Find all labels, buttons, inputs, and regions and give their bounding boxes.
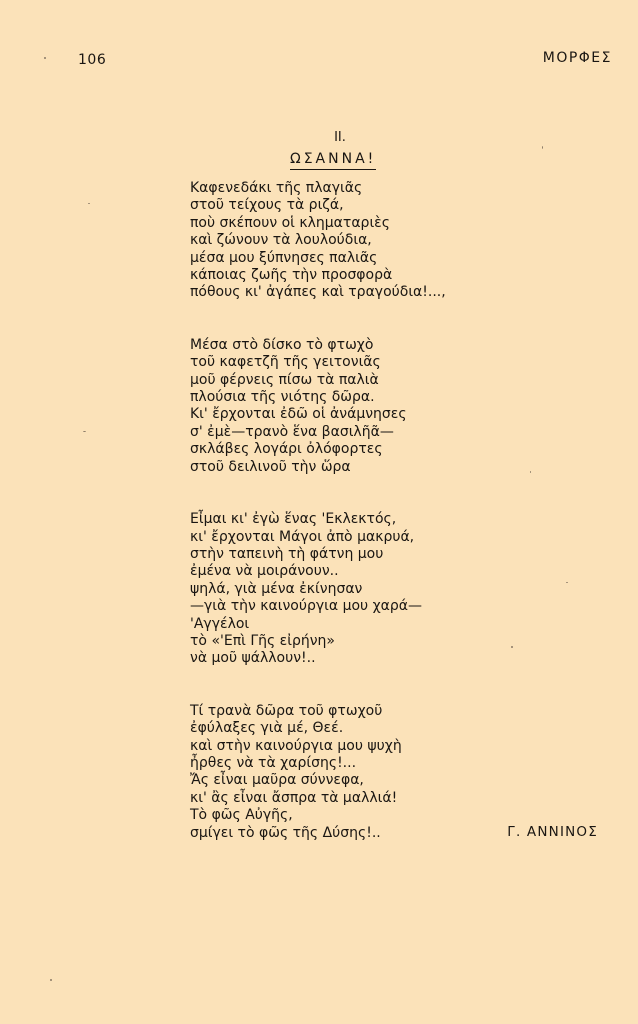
verse-line: τὸ «'Επὶ Γῆς εἰρήνη» bbox=[190, 632, 335, 649]
paper-speck bbox=[530, 471, 531, 473]
verse-line: μέσα μου ξύπνησες παλιᾶς bbox=[190, 249, 378, 266]
verse-line: ἐφύλαξες γιὰ μέ, Θεέ. bbox=[190, 720, 344, 737]
verse-line: Ἄς εἶναι μαῦρα σύννεφα, bbox=[190, 772, 364, 789]
verse-line: Τί τρανὰ δῶρα τοῦ φτωχοῦ bbox=[190, 702, 383, 719]
verse-line: 'Αγγέλοι bbox=[190, 615, 250, 632]
stanza-3 bbox=[190, 511, 610, 668]
verse-line: κάποιας ζωῆς τὴν προσφορὰ bbox=[190, 267, 393, 284]
verse-line: μοῦ φέρνεις πίσω τὰ παλιὰ bbox=[190, 371, 379, 388]
verse-line: σκλάβες λογάρι ὀλόφορτες bbox=[190, 441, 383, 458]
verse-line: πλούσια τῆς νιότης δῶρα. bbox=[190, 389, 375, 406]
paper-speck bbox=[566, 582, 568, 583]
verse-line: κι' ἂς εἶναι ἄσπρα τὰ μαλλιά! bbox=[190, 789, 398, 806]
verse-line: στοῦ τείχους τὰ ριζά, bbox=[190, 197, 344, 214]
verse-line: Καφενεδάκι τῆς πλαγιᾶς bbox=[190, 180, 363, 196]
verse-line: τοῦ καφετζῆ τῆς γειτονιᾶς bbox=[190, 354, 381, 371]
verse-line: σ' ἐμὲ—τρανὸ ἕνα βασιλῆᾶ— bbox=[190, 423, 394, 440]
verse-line: σμίγει τὸ φῶς τῆς Δύσης!.. bbox=[190, 824, 381, 841]
author-signature: Γ. ΑΝΝΙΝΟΣ bbox=[507, 824, 598, 840]
paper-speck bbox=[50, 979, 52, 981]
verse-line: στὴν ταπεινὴ τὴ φάτνη μου bbox=[190, 545, 384, 562]
stanza-1 bbox=[190, 180, 610, 302]
paper-speck bbox=[511, 646, 513, 648]
verse-line: Μέσα στὸ δίσκο τὸ φτωχὸ bbox=[190, 336, 374, 353]
verse-line: νὰ μοῦ ψάλλουν!.. bbox=[190, 650, 316, 667]
paper-speck bbox=[542, 146, 543, 149]
verse-line: ἐμένα νὰ μοιράνουν.. bbox=[190, 563, 339, 580]
verse-line: καὶ στὴν καινούργια μου ψυχὴ bbox=[190, 737, 402, 754]
paper-speck bbox=[88, 203, 90, 204]
verse-line: Εἶμαι κι' ἐγὼ ἕνας 'Εκλεκτός, bbox=[190, 511, 397, 528]
verse-line: Τὸ φῶς Αὐγῆς, bbox=[190, 807, 293, 824]
verse-line: στοῦ δειλινοῦ τὴν ὥρα bbox=[190, 458, 351, 475]
poem-body bbox=[190, 180, 610, 842]
stanza-4 bbox=[190, 703, 610, 842]
stanza-2 bbox=[190, 337, 610, 476]
section-number: II. bbox=[334, 130, 346, 145]
verse-line: ψηλά, γιὰ μένα ἐκίνησαν bbox=[190, 580, 363, 597]
verse-line: Κι' ἔρχονται ἐδῶ οἱ ἀνάμνησες bbox=[190, 406, 407, 423]
verse-line: κι' ἔρχονται Μάγοι ἀπὸ μακρυά, bbox=[190, 528, 415, 545]
page-number: 106 bbox=[78, 52, 107, 68]
paper-speck bbox=[44, 57, 46, 59]
verse-line: —γιὰ τὴν καινούργια μου χαρά— bbox=[190, 598, 423, 615]
poem-title: ΩΣΑΝΝΑ! bbox=[290, 150, 376, 170]
verse-line: ἦρθες νὰ τὰ χαρίσης!... bbox=[190, 754, 357, 771]
verse-line: ποὺ σκέπουν οἱ κληματαριὲς bbox=[190, 214, 390, 231]
verse-line: καὶ ζώνουν τὰ λουλούδια, bbox=[190, 232, 372, 249]
paper-speck bbox=[83, 431, 86, 432]
verse-line: πόθους κι' ἀγάπες καὶ τραγούδια!..., bbox=[190, 284, 446, 301]
running-head: ΜΟΡΦΕΣ bbox=[542, 50, 612, 66]
